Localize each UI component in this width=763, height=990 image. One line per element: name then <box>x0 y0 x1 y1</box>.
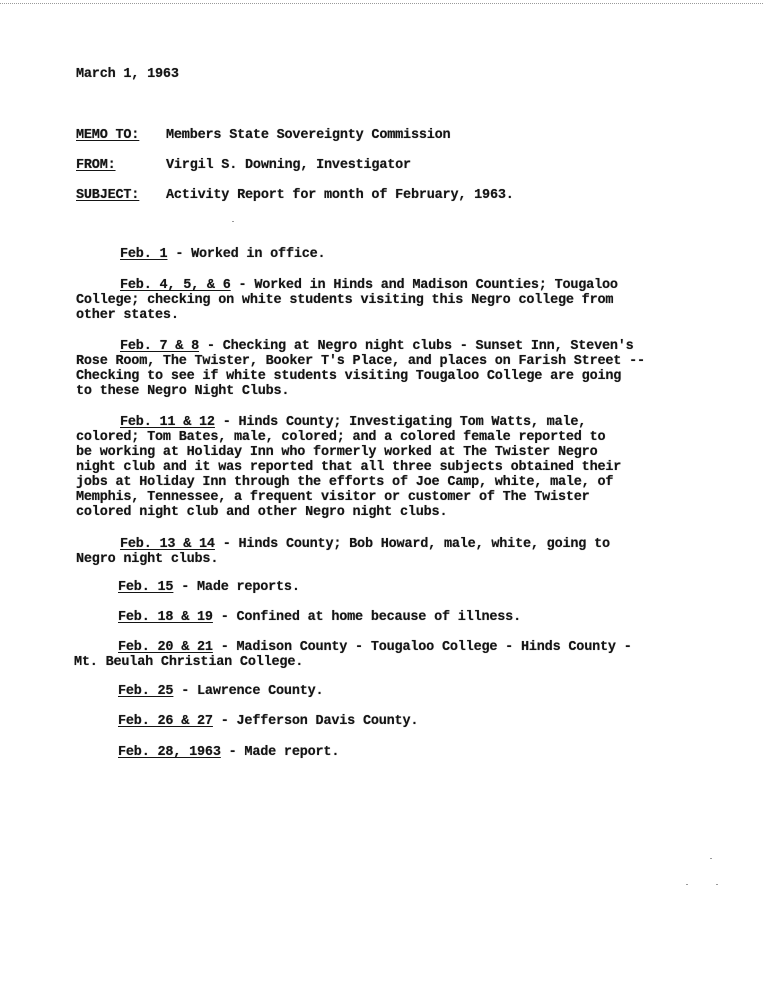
entry-text-line: jobs at Holiday Inn through the efforts of Joe Camp, white, male, of <box>76 475 614 490</box>
entry-text-line: colored night club and other Negro night clubs. <box>76 505 448 520</box>
entry-date: Feb. 7 & 8 <box>120 339 200 354</box>
entry-date: Feb. 18 & 19 <box>118 610 213 625</box>
entry-text-line: to these Negro Night Clubs. <box>76 384 290 399</box>
entry-date: Feb. 11 & 12 <box>120 415 215 430</box>
entry-date: Feb. 15 <box>118 580 174 595</box>
entry-text-line: Mt. Beulah Christian College. <box>74 655 304 670</box>
memo-subject-label: SUBJECT: <box>76 188 140 203</box>
entry-text-line: - Jefferson Davis County. <box>212 714 419 729</box>
entry-text-line: - Checking at Negro night clubs - Sunset Inn, Steven's <box>199 339 634 354</box>
memo-to-value: Members State Sovereignty Commission <box>166 128 451 143</box>
entry-text-line: - Hinds County; Investigating Tom Watts, male, <box>214 415 587 430</box>
entry-date: Feb. 13 & 14 <box>120 537 215 552</box>
entry-text-line: other states. <box>76 308 179 323</box>
memo-from-label: FROM: <box>76 158 116 173</box>
entry-text-line: - Hinds County; Bob Howard, male, white, going to <box>214 537 610 552</box>
entry-text-line: Negro night clubs. <box>76 552 219 567</box>
entry-feb-11-12 <box>76 415 621 520</box>
entry-feb-13-14 <box>76 537 610 567</box>
entry-text-line: - Worked in office. <box>167 247 326 262</box>
scan-speck <box>232 221 234 222</box>
entry-feb-25 <box>76 684 323 699</box>
entry-feb-15 <box>76 580 300 595</box>
entry-text-line: - Made report. <box>220 745 340 760</box>
entry-date: Feb. 1 <box>120 247 168 262</box>
entry-date: Feb. 20 & 21 <box>118 640 213 655</box>
entry-text-line: be working at Holiday Inn who formerly worked at The Twister Negro <box>76 445 598 460</box>
scan-speck <box>686 884 688 885</box>
entry-text-line: Checking to see if white students visiting Tougaloo College are going <box>76 369 622 384</box>
entry-text-line: - Confined at home because of illness. <box>212 610 521 625</box>
memo-date: March 1, 1963 <box>76 67 179 82</box>
entry-feb-1 <box>76 247 325 262</box>
memo-subject-value: Activity Report for month of February, 1963. <box>166 188 514 203</box>
entry-text-line: Rose Room, The Twister, Booker T's Place, and places on Farish Street -- <box>76 354 645 369</box>
scan-speck <box>716 884 718 885</box>
scan-speck <box>710 858 712 859</box>
entry-feb-28 <box>76 745 339 760</box>
entry-feb-7-8 <box>76 339 645 399</box>
entry-text-line: night club and it was reported that all three subjects obtained their <box>76 460 622 475</box>
entry-feb-18-19 <box>76 610 521 625</box>
page-top-edge <box>0 3 763 4</box>
entry-date: Feb. 25 <box>118 684 174 699</box>
entry-text-line: Memphis, Tennessee, a frequent visitor or customer of The Twister <box>76 490 590 505</box>
memo-to-label: MEMO TO: <box>76 128 140 143</box>
entry-text-line: colored; Tom Bates, male, colored; and a colored female reported to <box>76 430 606 445</box>
entry-date: Feb. 26 & 27 <box>118 714 213 729</box>
entry-feb-20-21 <box>74 640 632 670</box>
entry-text-line: - Worked in Hinds and Madison Counties; Tougaloo <box>230 278 618 293</box>
entry-date: Feb. 28, 1963 <box>118 745 221 760</box>
entry-text-line: - Madison County - Tougaloo College - Hinds County - <box>212 640 632 655</box>
entry-text-line: - Made reports. <box>173 580 300 595</box>
entry-date: Feb. 4, 5, & 6 <box>120 278 231 293</box>
entry-text-line: - Lawrence County. <box>173 684 324 699</box>
entry-feb-26-27 <box>76 714 418 729</box>
entry-feb-4-6 <box>76 278 618 323</box>
memo-from-value: Virgil S. Downing, Investigator <box>166 158 411 173</box>
entry-text-line: College; checking on white students visiting this Negro college from <box>76 293 614 308</box>
